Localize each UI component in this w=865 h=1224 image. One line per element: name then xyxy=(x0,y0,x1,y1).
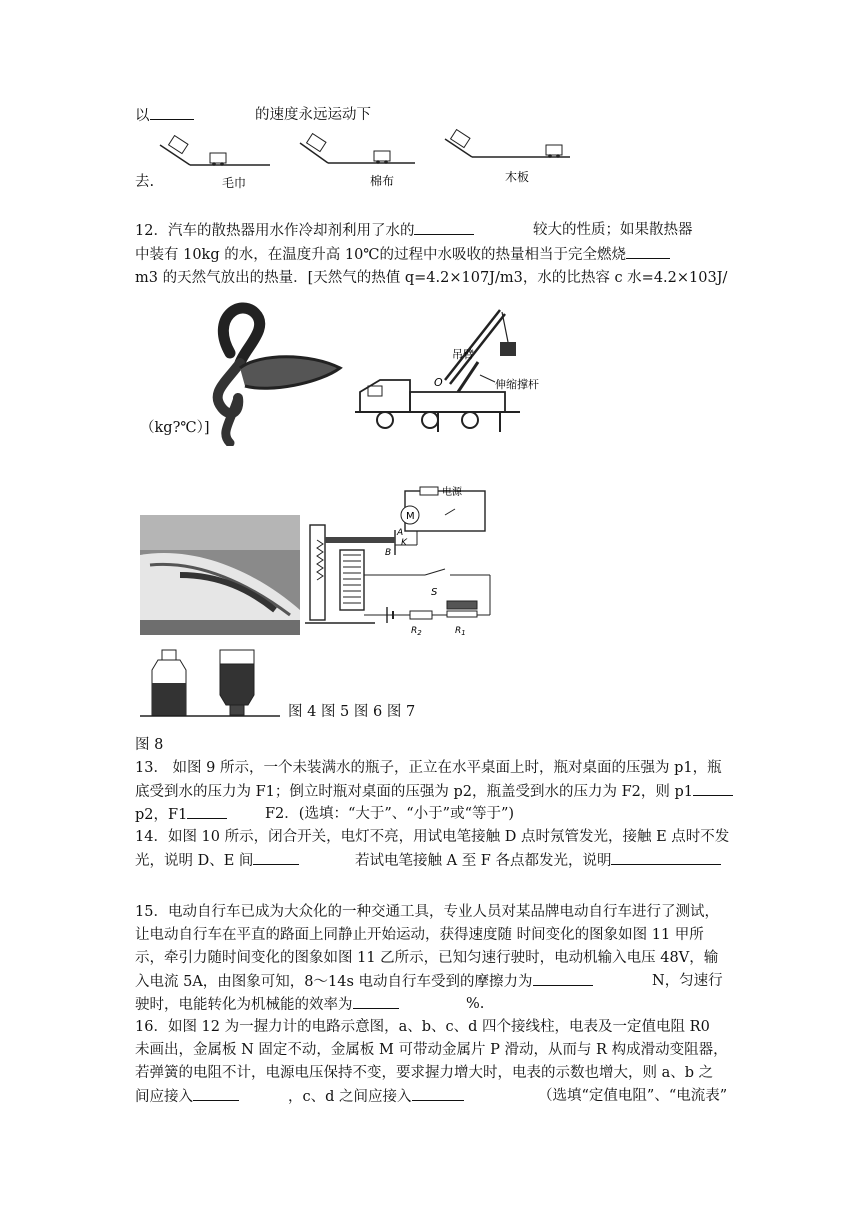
q16-line4-post: （选填“定值电阻”、“电流表” xyxy=(538,1088,728,1104)
label-pivot: O xyxy=(434,376,443,389)
q15-line4: 入电流 5A，由图象可知，8～14s 电动自行车受到的摩擦力为 xyxy=(135,971,593,992)
q14-blank-2[interactable] xyxy=(611,850,721,865)
q15-line3: 示，牵引力随时间变化的图象如图 11 乙所示，已知匀速行驶时，电动机输入电压 48V，输 xyxy=(135,950,719,966)
label-a: A xyxy=(397,528,404,538)
q16-line4-mid: ，c、d 之间应接入 xyxy=(288,1086,464,1107)
q12-line1-post: 较大的性质；如果散热器 xyxy=(533,222,693,238)
label-b: B xyxy=(385,548,392,558)
label-motor: M xyxy=(406,511,415,522)
ramp-board xyxy=(445,130,570,184)
q12-line3: m3 的天然气放出的热量．[天然气的热值 q=4.2×107J/m3，水的比热容 c 水=4.2×103J/ xyxy=(135,270,728,286)
q11-line1: 以 xyxy=(135,105,194,126)
figure8-caption: 图 8 xyxy=(135,737,164,753)
q12-blank-1[interactable] xyxy=(414,220,474,235)
q14-line2: 光，说明 D、E 间 xyxy=(135,850,299,871)
relay-circuit xyxy=(305,485,500,635)
figure-caption: 图 4 图 5 图 6 图 7 xyxy=(288,704,416,720)
q11-blank[interactable] xyxy=(150,105,194,120)
ramp-figures xyxy=(150,125,595,195)
q13-line2: 底受到水的压力为 F1；倒立时瓶对桌面的压强为 p2，瓶盖受到水的压力为 F2，则 p1 xyxy=(135,781,733,802)
q15-line2: 让电动自行车在平直的路面上同静止开始运动，获得速度随 时间变化的图象如图 11 甲所 xyxy=(135,927,704,943)
q11-line2: 去. xyxy=(135,174,155,190)
q15-blank-1[interactable] xyxy=(533,971,593,986)
q15-line4-post: N，匀速行 xyxy=(652,973,723,989)
hook-image xyxy=(200,298,350,446)
q16-line1: 16．如图 12 为一握力计的电路示意图，a、b、c、d 四个接线柱，电表及一定值电阻 R0 xyxy=(135,1019,710,1035)
label-power: 电源 xyxy=(442,487,462,498)
q15-line1: 15．电动自行车已成为大众化的一种交通工具，专业人员对某品牌电动自行车进行了测试， xyxy=(135,904,719,920)
q13-line3-post: F2．(选填：“大于”、“小于”或“等于”) xyxy=(265,806,515,822)
label-rod: 伸缩撑杆 xyxy=(495,378,539,391)
q15-blank-2[interactable] xyxy=(353,994,399,1009)
q13-blank-2[interactable] xyxy=(187,804,227,819)
bottles-figure xyxy=(140,645,285,720)
ramp-cotton xyxy=(300,134,415,188)
label-r1: $R_1$ xyxy=(455,626,466,635)
q16-blank-2[interactable] xyxy=(412,1086,464,1101)
q14-blank-1[interactable] xyxy=(253,850,299,865)
q12-line1: 12．汽车的散热器用水作冷却剂利用了水的 xyxy=(135,220,474,241)
label-cotton: 棉布 xyxy=(370,174,395,188)
q16-blank-1[interactable] xyxy=(193,1086,239,1101)
train-image xyxy=(140,515,300,635)
q15-line5: 驶时，电能转化为机械能的效率为 xyxy=(135,994,399,1015)
q16-line4: 间应接入 xyxy=(135,1086,239,1107)
label-arm: 吊臂 xyxy=(452,348,474,361)
q15-line5-post: %. xyxy=(466,996,485,1012)
label-board: 木板 xyxy=(505,170,530,184)
q13-blank-1[interactable] xyxy=(693,781,733,796)
q12-line2: 中装有 10kg 的水，在温度升高 10℃的过程中水吸收的热量相当于完全燃烧 xyxy=(135,244,670,265)
q16-line3: 若弹簧的电阻不计，电源电压保持不变，要求握力增大时，电表的示数也增大，则 a、b 之 xyxy=(135,1065,714,1081)
q11-line1-post: 的速度永远运动下 xyxy=(255,107,371,123)
q14-line1: 14．如图 10 所示，闭合开关，电灯不亮，用试电笔接触 D 点时氖管发光，接触 E 点时不发 xyxy=(135,829,730,845)
q12-blank-2[interactable] xyxy=(626,244,670,259)
label-s: S xyxy=(431,587,438,598)
q12-line4: （kg?℃）] xyxy=(140,420,210,436)
q14-line2-mid: 若试电笔接触 A 至 F 各点都发光，说明 xyxy=(355,850,721,871)
label-towel: 毛巾 xyxy=(222,176,247,190)
label-r2: $R_2$ xyxy=(411,626,422,635)
q13-line1: 13． 如图 9 所示，一个未装满水的瓶子，正立在水平桌面上时，瓶对桌面的压强为 p1，瓶 xyxy=(135,760,722,776)
ramp-towel xyxy=(160,136,270,190)
label-k: K xyxy=(401,538,407,548)
q13-line3: p2，F1 xyxy=(135,804,227,825)
q16-line2: 未画出，金属板 N 固定不动，金属板 M 可带动金属片 P 滑动，从而与 R 构成滑动变阻器， xyxy=(135,1042,728,1058)
crane-truck-figure xyxy=(350,300,550,440)
